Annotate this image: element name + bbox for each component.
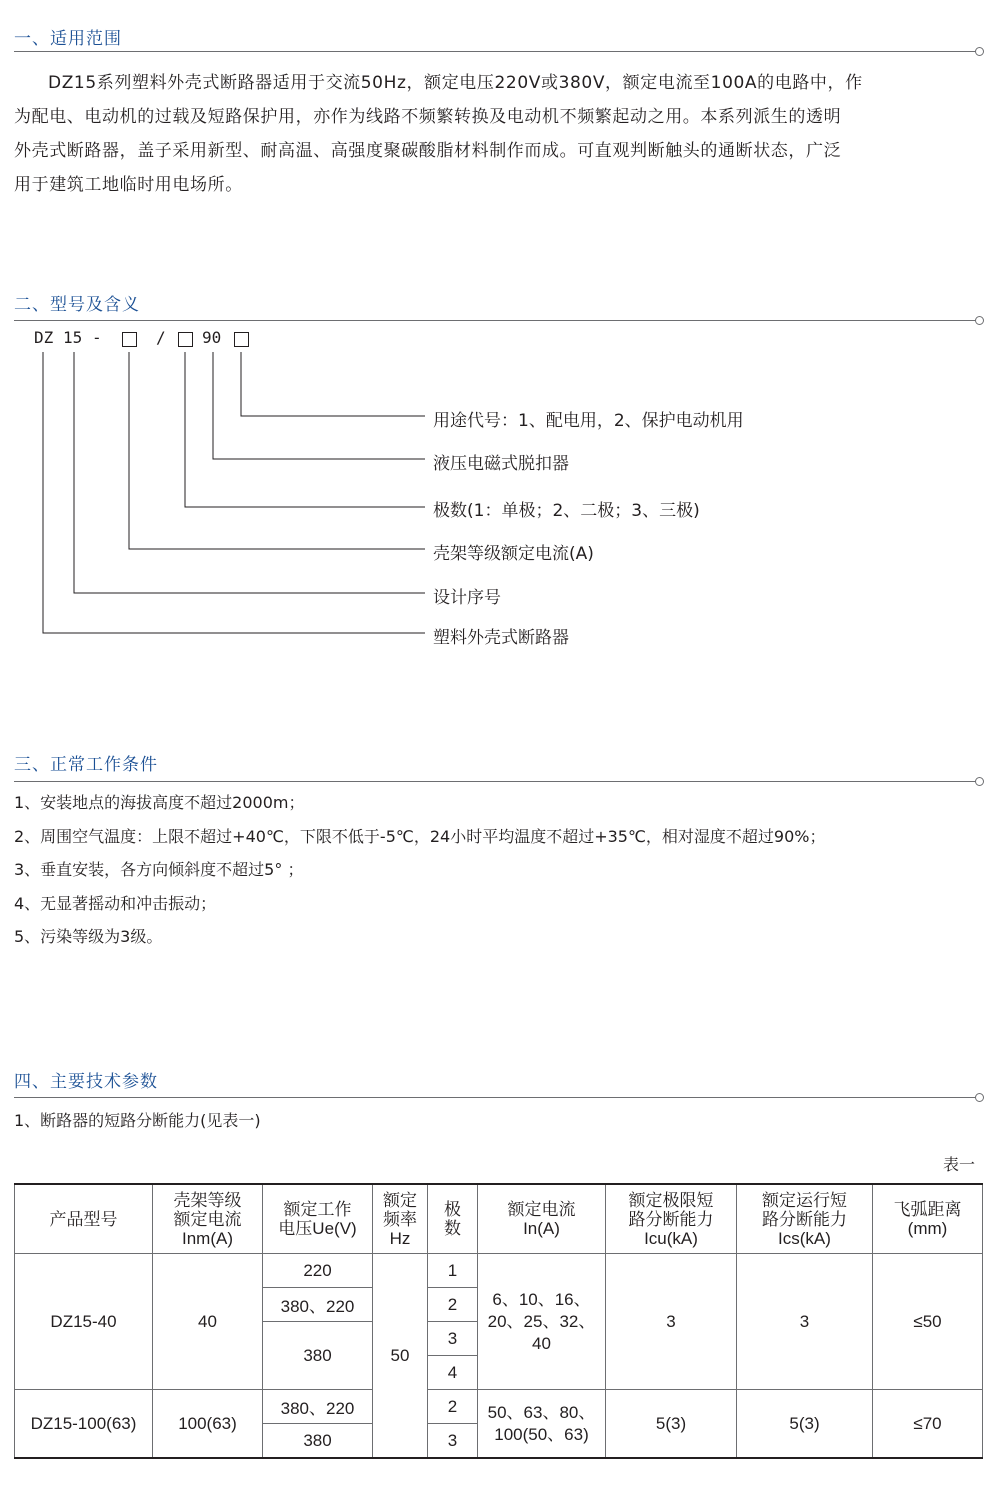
header-arc-distance: 飞弧距离 (mm) bbox=[873, 1184, 983, 1254]
cell-poles: 4 bbox=[428, 1356, 478, 1390]
section-heading-conditions: 三、正常工作条件 bbox=[14, 755, 158, 775]
list-item: 3、垂直安装，各方向倾斜度不超过5° ； bbox=[14, 860, 304, 879]
model-desc-release: 液压电磁式脱扣器 bbox=[433, 454, 569, 474]
table-header-row bbox=[15, 1184, 983, 1254]
cell-frequency: 50 bbox=[373, 1254, 428, 1459]
header-model: 产品型号 bbox=[15, 1184, 153, 1254]
conditions-list bbox=[14, 786, 826, 954]
cell-poles: 2 bbox=[428, 1390, 478, 1424]
section-divider bbox=[14, 781, 976, 782]
cell-frame-current: 40 bbox=[153, 1254, 263, 1390]
list-item: 5、污染等级为3级。 bbox=[14, 927, 163, 946]
model-desc-frame-current: 壳架等级额定电流(A) bbox=[433, 544, 594, 564]
model-prefix: DZ bbox=[34, 328, 54, 347]
cell-voltage: 380、220 bbox=[263, 1390, 373, 1424]
table-caption: 表一 bbox=[943, 1155, 976, 1174]
divider-end-circle bbox=[975, 1093, 984, 1102]
table-row bbox=[15, 1390, 983, 1424]
model-desc-type: 塑料外壳式断路器 bbox=[433, 628, 569, 648]
model-desc-poles: 极数(1：单极；2、二极；3、三极) bbox=[433, 501, 700, 521]
model-release-code: 90 bbox=[202, 328, 222, 347]
cell-voltage: 380、220 bbox=[263, 1288, 373, 1322]
cell-model: DZ15-100(63) bbox=[15, 1390, 153, 1459]
paragraph-line: DZ15系列塑料外壳式断路器适用于交流50Hz，额定电压220V或380V，额定电流至100A的电路中，作 bbox=[48, 73, 863, 93]
cell-ics: 3 bbox=[737, 1254, 873, 1390]
cell-model: DZ15-40 bbox=[15, 1254, 153, 1390]
model-desc-usage: 用途代号：1、配电用，2、保护电动机用 bbox=[433, 411, 744, 431]
model-desc-design-number: 设计序号 bbox=[433, 588, 501, 608]
paragraph-line: 外壳式断路器，盖子采用新型、耐高温、高强度聚碳酸脂材料制作而成。可直观判断触头的通断状态，广泛 bbox=[14, 141, 842, 161]
cell-voltage: 380 bbox=[263, 1322, 373, 1390]
cell-rated-current: 6、10、16、 20、25、32、 40 bbox=[478, 1254, 606, 1390]
cell-arc-distance: ≤70 bbox=[873, 1390, 983, 1459]
cell-icu: 5(3) bbox=[606, 1390, 737, 1459]
header-frame-current: 壳架等级 额定电流 Inm(A) bbox=[153, 1184, 263, 1254]
cell-voltage: 380 bbox=[263, 1424, 373, 1459]
section-heading-model: 二、型号及含义 bbox=[14, 295, 140, 315]
model-dash: - bbox=[92, 328, 102, 347]
list-item: 1、安装地点的海拔高度不超过2000m； bbox=[14, 793, 305, 812]
section-heading-scope: 一、适用范围 bbox=[14, 29, 122, 49]
header-rated-current: 额定电流 In(A) bbox=[478, 1184, 606, 1254]
header-icu: 额定极限短 路分断能力 Icu(kA) bbox=[606, 1184, 737, 1254]
divider-end-circle bbox=[975, 777, 984, 786]
model-slash: / bbox=[156, 328, 166, 347]
cell-ics: 5(3) bbox=[737, 1390, 873, 1459]
header-poles: 极 数 bbox=[428, 1184, 478, 1254]
cell-voltage: 220 bbox=[263, 1254, 373, 1288]
cell-arc-distance: ≤50 bbox=[873, 1254, 983, 1390]
breaking-capacity-table bbox=[14, 1183, 983, 1459]
paragraph-line: 用于建筑工地临时用电场所。 bbox=[14, 175, 243, 195]
section-heading-parameters: 四、主要技术参数 bbox=[14, 1072, 158, 1092]
header-ics: 额定运行短 路分断能力 Ics(kA) bbox=[737, 1184, 873, 1254]
header-frequency: 额定 频率 Hz bbox=[373, 1184, 428, 1254]
table-row bbox=[15, 1254, 983, 1288]
cell-poles: 1 bbox=[428, 1254, 478, 1288]
cell-poles: 3 bbox=[428, 1322, 478, 1356]
cell-frame-current: 100(63) bbox=[153, 1390, 263, 1459]
model-design-number: 15 bbox=[63, 328, 83, 347]
list-item: 4、无显著摇动和冲击振动； bbox=[14, 893, 217, 913]
cell-poles: 2 bbox=[428, 1288, 478, 1322]
paragraph-line: 为配电、电动机的过载及短路保护用，亦作为线路不频繁转换及电动机不频繁起动之用。本系列派生的透明 bbox=[14, 107, 842, 127]
cell-poles: 3 bbox=[428, 1424, 478, 1459]
cell-icu: 3 bbox=[606, 1254, 737, 1390]
list-item: 2、周围空气温度：上限不超过+40℃，下限不低于-5℃，24小时平均温度不超过+35℃，相对湿度不超过90%； bbox=[14, 826, 826, 846]
section-divider bbox=[14, 1097, 976, 1098]
table-intro: 1、断路器的短路分断能力(见表一) bbox=[14, 1111, 261, 1130]
header-voltage: 额定工作 电压Ue(V) bbox=[263, 1184, 373, 1254]
cell-rated-current: 50、63、80、 100(50、63) bbox=[478, 1390, 606, 1459]
